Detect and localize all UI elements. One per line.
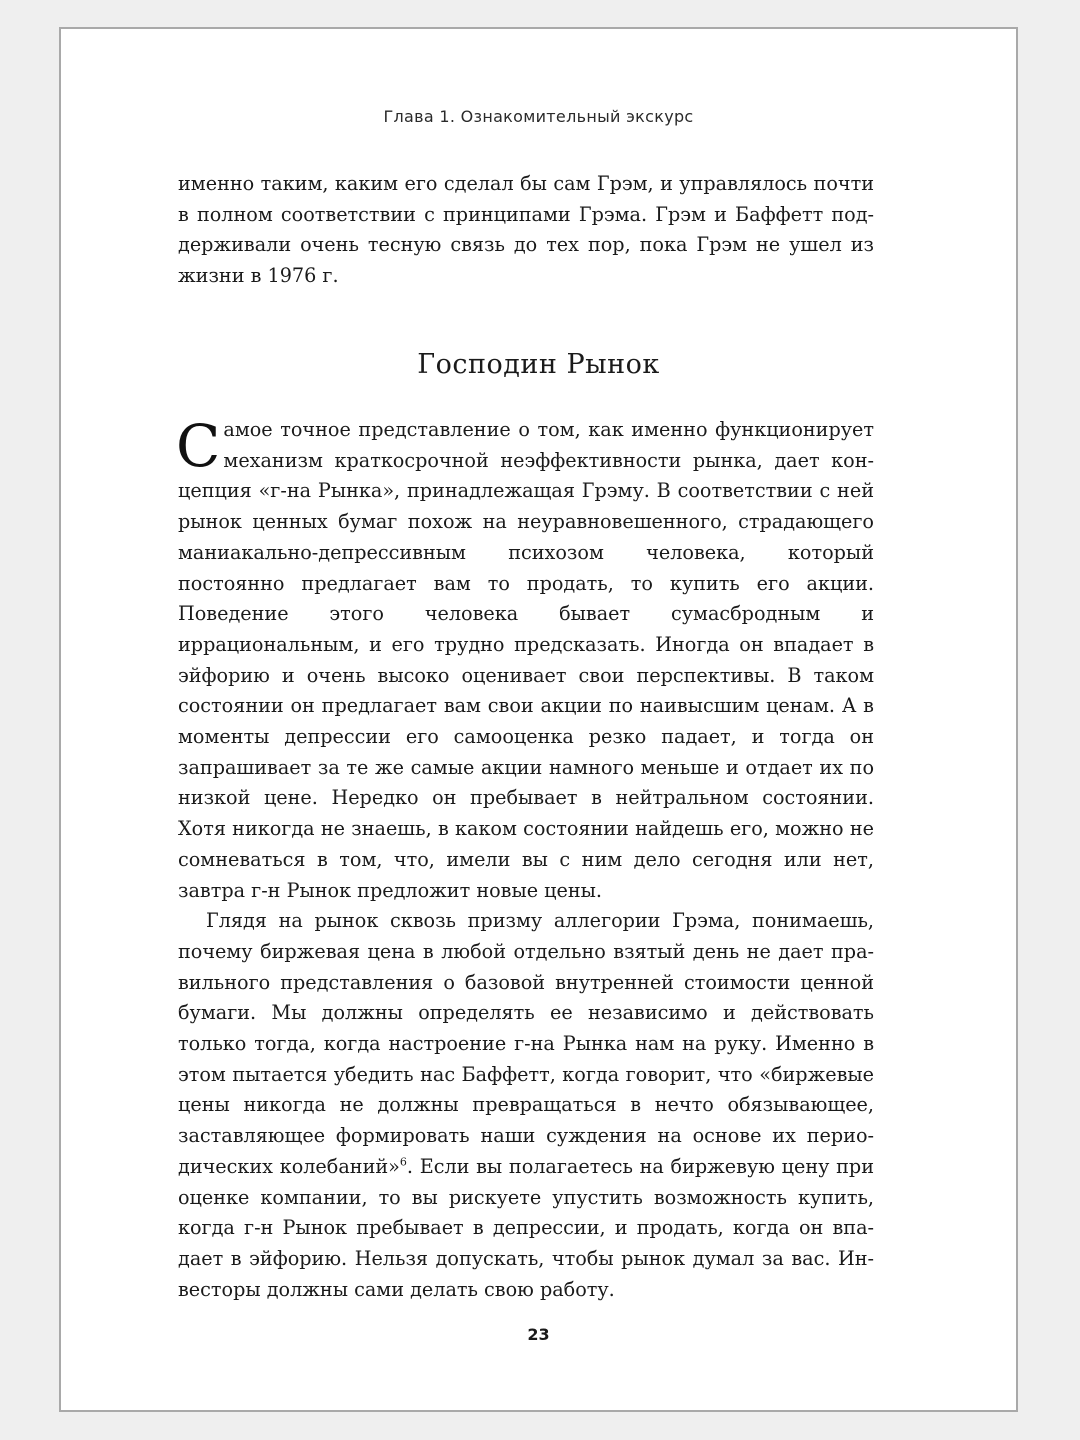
footnote-marker[interactable]: 6 (399, 1155, 407, 1169)
paragraph-1 (176, 412, 874, 906)
paragraph-1-text: амое точное представление о том, как именно функционирует механизм краткосрочной неэффективности рынка, дает концепция «г-на Рынка», принадлежащая Грэму. В соответствии с ней рынок ценных бумаг похож на неуравновешенного, страдающего маниакально-депрессивным психозом человека, который постоянно предлагает вам то продать, то купить его акции. Поведение этого человека бывает сумасбродным и иррациональным, и его трудно предсказать. Иногда он впадает в эйфорию и очень высоко оценивает свои перспективы. В таком состоянии он предлагает вам свои акции по наивысшим ценам. А в моменты депрессии его самооценка резко падает, и тогда он запрашивает за те же самые акции намного меньше и отдает их по низкой цене. Нередко он пребывает в нейтральном состоянии. Хотя никогда не знаешь, в каком состоянии найдешь его, можно не сомневаться в том, что, имели вы с ним дело сегодня или нет, завтра г-н Рынок предложит новые цены. (178, 418, 874, 902)
intro-paragraph: именно таким, каким его сделал бы сам Грэм, и управлялось почти в полном соответствии с принципами Грэма. Грэм и Баффетт поддерживали очень тесную связь до тех пор, пока Грэм не ушел из жизни в 1976 г. (178, 172, 874, 288)
drop-cap: С (176, 412, 221, 480)
page-number: 23 (527, 1325, 550, 1344)
paragraph-2-text-after: . Если вы полагаетесь на биржевую цену при оценке компании, то вы рискуете упустить возможность купить, когда г-н Рынок пребывает в депрессии, и продать, когда он впадает в эйфорию. Нельзя допускать, чтобы рынок думал за вас. Инвесторы должны сами делать свою работу. (178, 1154, 874, 1301)
intro-text-block (178, 169, 874, 292)
section-title: Господин Рынок (417, 349, 660, 380)
body-text-block (176, 412, 874, 1305)
paragraph-2-text-before: Глядя на рынок сквозь призму аллегории Грэма, понимаешь, почему биржевая цена в любой отдельно взятый день не дает правильного представления о базовой внутренней стоимости ценной бумаги. Мы должны определять ее независимо и действовать только тогда, когда настроение г-на Рынка нам на руку. Именно в этом пытается убедить нас Баффетт, когда говорит, что «биржевые цены никогда не должны превращаться в нечто обязывающее, заставляющее формировать наши суждения на основе их периодических колебаний» (178, 909, 874, 1178)
book-page (59, 27, 1018, 1412)
paragraph-2 (178, 906, 874, 1305)
running-head: Глава 1. Ознакомительный экскурс (383, 107, 694, 126)
